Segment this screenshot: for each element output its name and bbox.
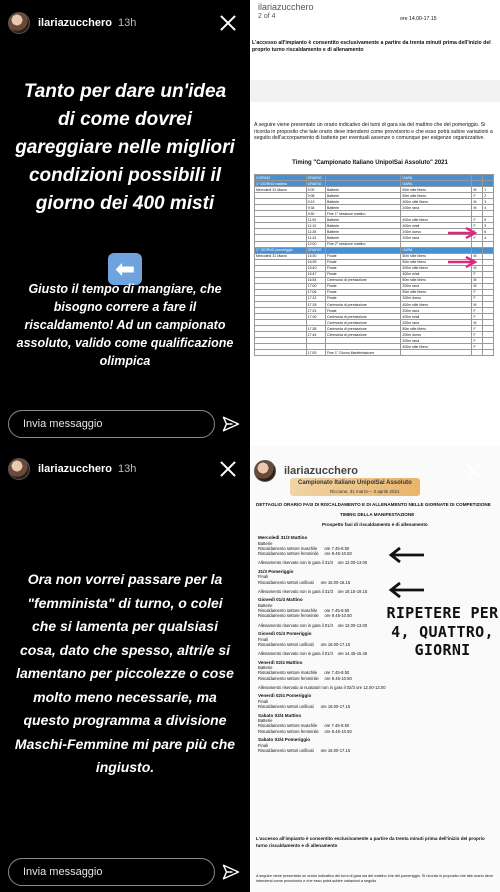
- table-cell: 400m stile libero: [401, 344, 472, 350]
- block-line: Allenamento riservato non in gara il 31/3 ore 18.15-19.15: [258, 588, 368, 594]
- table-cell: Mercoledì 31 Marzo: [255, 187, 307, 193]
- table-cell: F: [472, 271, 483, 277]
- table-cell: 400m misti: [401, 271, 472, 277]
- table-cell: 16:40: [306, 265, 325, 271]
- table-cell: F: [472, 332, 483, 338]
- table-cell: GARA: [401, 181, 472, 187]
- block-line: Finali: [258, 574, 269, 580]
- table-cell: F: [472, 193, 483, 199]
- table-cell: Batterie: [326, 199, 401, 205]
- table-cell: 400m stile libero: [401, 199, 472, 205]
- block-line: Riscaldamento settore maschile ore 7.45-8.50: [258, 723, 350, 729]
- table-cell: 1° GIORNO mattina: [255, 181, 307, 187]
- table-cell: 17:06: [306, 289, 325, 295]
- table-cell: 11:00: [306, 217, 325, 223]
- black-arrow-icon: [388, 546, 426, 564]
- access-note: L'accesso all'impianto è consentito esclusivamente a partire da trenta minuti prima dell'inizio del proprio turno riscaldamento e di allenamento: [256, 836, 485, 848]
- table-row: [255, 350, 494, 356]
- table-cell: [483, 350, 494, 356]
- table-cell: M: [472, 265, 483, 271]
- block-line: Batterie: [258, 718, 273, 724]
- table-cell: F: [472, 235, 483, 241]
- table-cell: Finale: [326, 259, 401, 265]
- table-cell: 400m misti: [401, 223, 472, 229]
- table-cell: Finale: [326, 295, 401, 301]
- table-cell: Cerimonia di premiazione: [326, 314, 401, 320]
- table-cell: 50m stile libero: [401, 326, 472, 332]
- table-cell: [472, 350, 483, 356]
- table-cell: 200m rana: [401, 283, 472, 289]
- table-cell: 11:28: [306, 229, 325, 235]
- block-line: Finali: [258, 636, 269, 642]
- story-main-text: Ora non vorrei passare per la "femminista" di turno, o colei che si lamenta per qualsiasi cosa, dato che spesso, altri/e si lamentano per piccolezze o cose molto meno necessarie, ma questo programma a divisione Maschi-Femmine mi pare più che ingiusto.: [14, 571, 236, 775]
- avatar[interactable]: [8, 12, 30, 34]
- table-cell: 9:08: [306, 193, 325, 199]
- username[interactable]: ilariazucchero: [284, 465, 358, 477]
- doc-footer: A seguire viene presentato un orario indicativo dei turni di gara sia del mattino che del pomeriggio. Si ricorda in proposito che tale orario deve intendersi come provvisorio e che esso potrà subire variazioni a seguito: [256, 874, 494, 883]
- table-cell: F: [472, 223, 483, 229]
- table-cell: Fine 1° sessione mattino: [326, 211, 401, 217]
- table-cell: Batterie: [326, 193, 401, 199]
- avatar[interactable]: [254, 460, 276, 482]
- block-line: Finali: [258, 742, 269, 748]
- post-time: 13h: [117, 463, 137, 475]
- table-cell: 9:34: [306, 205, 325, 211]
- doc-heading: DETTAGLIO ORARIO FASI DI RISCALDAMENTO E DI ALLENAMENTO NELLE GIORNATE DI COMPETIZIONE: [256, 502, 491, 507]
- story-panel-3: [0, 446, 250, 892]
- block-line: Allenamento riservato non in gara il 31/3 ore 12.00-13.00: [258, 560, 368, 566]
- reply-input[interactable]: Invia messaggio: [8, 858, 215, 886]
- table-cell: Cerimonia di premiazione: [326, 301, 401, 307]
- story-panel-2-document: [250, 0, 500, 446]
- prospetto-heading: Prospetto fasi di riscaldamento e di allenamento: [322, 522, 428, 527]
- table-cell: 5: [483, 217, 494, 223]
- table-cell: GARA: [401, 247, 472, 253]
- table-cell: 50m stile libero: [401, 259, 472, 265]
- table-cell: Finale: [326, 271, 401, 277]
- overlay-username: ilariazucchero: [258, 2, 314, 12]
- block-line: Riscaldamento settore femminile ore 9.45-10.50: [258, 675, 352, 681]
- table-cell: 4: [483, 205, 494, 211]
- table-cell: 50m stile libero: [401, 253, 472, 259]
- table-cell: Fine 1° Giorno Manifestazione: [326, 350, 401, 356]
- table-cell: 1° GIORNO pomeriggio: [255, 247, 307, 253]
- left-arrow-emoji-icon: ⬅: [108, 253, 142, 285]
- table-cell: M: [472, 253, 483, 259]
- block-title: Venerdì 02/4 Mattino: [258, 659, 303, 665]
- table-cell: ORARIO: [306, 247, 325, 253]
- table-cell: Finale: [326, 283, 401, 289]
- table-cell: 200m rana: [401, 205, 472, 211]
- table-cell: 17:30: [306, 314, 325, 320]
- table-cell: 17:44: [306, 332, 325, 338]
- table-cell: 16:47: [306, 271, 325, 277]
- doc-intro: A seguire viene presentato un orario indicativo dei turni di gara sia del mattino che del pomeriggio. Si ricorda in proposito che tale orario deve intendersi come provvisorio e che esso potrà subire variazioni a seguito dell'accorpamento di batterie per eventuali assenze o comunque per esigenze organizzative.: [254, 122, 493, 142]
- table-cell: [255, 350, 307, 356]
- table-cell: Cerimonia di premiazione: [326, 320, 401, 326]
- close-icon[interactable]: [476, 13, 496, 33]
- table-cell: M: [472, 205, 483, 211]
- table-cell: 2: [483, 193, 494, 199]
- table-cell: 11:10: [306, 223, 325, 229]
- block-line: Riscaldamento settore maschile ore 7.45-8.50: [258, 608, 350, 614]
- post-time: 13h: [117, 17, 137, 29]
- page-indicator: 2 of 4: [258, 13, 276, 20]
- block-title: Mercoledì 31/3 Mattino: [258, 535, 308, 540]
- table-cell: 9:19: [306, 199, 325, 205]
- table-cell: 9:50: [306, 211, 325, 217]
- table-cell: 16:35: [306, 259, 325, 265]
- table-cell: 3: [483, 199, 494, 205]
- table-cell: 200m rana: [401, 235, 472, 241]
- table-cell: Batterie: [326, 229, 401, 235]
- table-cell: Cerimonia di premiazione: [326, 332, 401, 338]
- table-cell: F: [472, 344, 483, 350]
- block-line: Riscaldamento settori unificati ore 16.00-17.15: [258, 641, 351, 647]
- story-main-text: Tanto per dare un'idea di come dovrei gareggiare nelle migliori condizioni possibili il giorno dei 400 misti: [15, 81, 235, 214]
- close-icon[interactable]: [218, 13, 238, 33]
- table-cell: M: [472, 199, 483, 205]
- black-arrow-icon: [388, 581, 426, 599]
- table-cell: Batterie: [326, 205, 401, 211]
- username[interactable]: ilariazucchero: [38, 17, 112, 29]
- banner-title: Campionato Italiano UnipolSai Assoluto: [298, 480, 412, 486]
- table-cell: 9:00: [306, 187, 325, 193]
- table-title: Timing "Campionato Italiano UnipolSai Assoluto" 2021: [292, 160, 448, 166]
- table-cell: 400m stile libero: [401, 217, 472, 223]
- table-cell: Cerimonia di premiazione: [326, 277, 401, 283]
- banner-subtitle: Riccione, 31 marzo – 3 aprile 2021: [330, 489, 400, 494]
- block-line: Allenamento riservato non in gara il 01/4 ore 12.00-13.00: [258, 622, 368, 628]
- block-line: Riscaldamento settore maschile ore 7.45-8.50: [258, 545, 350, 551]
- username[interactable]: ilariazucchero: [38, 463, 112, 475]
- table-cell: F: [472, 259, 483, 265]
- table-cell: ORARIO: [306, 181, 325, 187]
- table-cell: 400m misti: [401, 314, 472, 320]
- table-cell: F: [472, 338, 483, 344]
- table-cell: M: [472, 301, 483, 307]
- story-sub-text: Giusto il tempo di mangiare, che bisogno correre a fare il riscaldamento! Ad un campionato assoluto, valido come qualificazione olimpica: [16, 282, 234, 368]
- story-header: [8, 10, 242, 36]
- table-cell: Fine 2° sessione mattino: [326, 241, 401, 247]
- table-cell: 4: [483, 235, 494, 241]
- block-line: Riscaldamento settore maschile ore 7.45-8.50: [258, 670, 350, 676]
- table-cell: 200m dorso: [401, 295, 472, 301]
- table-cell: 16:30: [306, 253, 325, 259]
- block-line: Finali: [258, 698, 269, 704]
- table-cell: F: [472, 326, 483, 332]
- block-line: Allenamento riservato non in gara il 01/4 ore 14.45-15.45: [258, 651, 368, 657]
- send-icon[interactable]: [222, 415, 240, 433]
- table-cell: 6: [483, 229, 494, 235]
- close-icon[interactable]: [218, 459, 238, 479]
- block-line: Riscaldamento settore femminile ore 9.45-10.50: [258, 551, 352, 557]
- table-cell: 17:24: [306, 308, 325, 314]
- table-cell: 50m stile libero: [401, 289, 472, 295]
- table-cell: F: [472, 217, 483, 223]
- pink-arrow-icon: [446, 256, 478, 268]
- table-cell: 17:53: [306, 350, 325, 356]
- access-note: L'accesso all'impianto è consentito esclusivamente a partire da trenta minuti prima dell'inizio del proprio turno riscaldamento e di allenamento: [252, 40, 491, 53]
- block-title: Sabato 03/4 Pomeriggio: [258, 736, 311, 742]
- table-cell: 400m stile libero: [401, 301, 472, 307]
- table-cell: 12:00: [306, 241, 325, 247]
- table-cell: 400m stile libero: [401, 265, 472, 271]
- table-cell: ORARIO: [306, 175, 325, 181]
- block-line: Batterie: [258, 602, 273, 608]
- doc-subheading: TIMING DELLA MANIFESTAZIONE: [340, 512, 415, 517]
- table-cell: M: [472, 283, 483, 289]
- table-cell: 200m rana: [401, 308, 472, 314]
- block-line: Riscaldamento settori unificati ore 16.00-17.15: [258, 747, 351, 753]
- block-line: Riscaldamento settori unificati ore 16.00-17.15: [258, 704, 351, 710]
- table-cell: GARA: [401, 175, 472, 181]
- block-line: Riscaldamento settore femminile ore 9.45-10.50: [258, 613, 352, 619]
- table-cell: Mercoledì 31 Marzo: [255, 253, 307, 259]
- table-cell: F: [472, 295, 483, 301]
- table-cell: Finale: [326, 253, 401, 259]
- table-cell: 17:00: [306, 283, 325, 289]
- pink-arrow-icon: [446, 227, 478, 239]
- table-cell: F: [472, 289, 483, 295]
- block-title: Sabato 03/4 Mattino: [258, 712, 302, 718]
- table-cell: 16:54: [306, 277, 325, 283]
- table-cell: 1: [483, 187, 494, 193]
- table-cell: M: [472, 187, 483, 193]
- send-icon[interactable]: [222, 863, 240, 881]
- table-cell: 200m rana: [401, 338, 472, 344]
- table-cell: Finale: [326, 289, 401, 295]
- story-panel-1: [0, 0, 250, 446]
- table-cell: F: [472, 308, 483, 314]
- table-cell: Batterie: [326, 235, 401, 241]
- avatar[interactable]: [8, 458, 30, 480]
- block-title: Venerdì 02/4 Pomeriggio: [258, 693, 312, 699]
- table-cell: 17:18: [306, 301, 325, 307]
- block-line: Batterie: [258, 540, 273, 546]
- table-cell: 200m dorso: [401, 332, 472, 338]
- block-line: Batterie: [258, 665, 273, 671]
- table-cell: M: [472, 320, 483, 326]
- close-icon[interactable]: [464, 461, 484, 481]
- table-cell: Batterie: [326, 217, 401, 223]
- block-line: Riscaldamento settore femminile ore 8.45-10.50: [258, 728, 352, 734]
- doc-page-top: [250, 0, 500, 80]
- table-cell: M: [472, 277, 483, 283]
- block-line: Allenamento riservato ai nuotatori non in gara il 02/3 ore 12.00-13.00: [258, 685, 386, 691]
- table-cell: [401, 350, 472, 356]
- block-title: Giovedì 01/4 Pomeriggio: [258, 631, 312, 637]
- table-cell: Cerimonia di premiazione: [326, 326, 401, 332]
- table-cell: Finale: [326, 265, 401, 271]
- table-cell: 200m dorso: [401, 229, 472, 235]
- table-cell: GIORNO: [255, 175, 307, 181]
- table-cell: 50m stile libero: [401, 187, 472, 193]
- table-cell: 11:43: [306, 235, 325, 241]
- block-title: 31/3 Pomeriggio: [258, 568, 294, 574]
- table-cell: Batterie: [326, 187, 401, 193]
- table-cell: F: [472, 229, 483, 235]
- table-cell: Batterie: [326, 223, 401, 229]
- reply-input[interactable]: Invia messaggio: [8, 410, 215, 438]
- table-cell: 200m rana: [401, 320, 472, 326]
- table-cell: 17:12: [306, 295, 325, 301]
- table-cell: F: [472, 314, 483, 320]
- table-cell: Finale: [326, 308, 401, 314]
- table-cell: 50m stile libero: [401, 277, 472, 283]
- table-cell: 3: [483, 223, 494, 229]
- story-header: [8, 456, 242, 482]
- block-title: Giovedì 01/4 Mattino: [258, 597, 303, 603]
- table-cell: 17:38: [306, 326, 325, 332]
- header-time-fragment: ore 14.00-17.15: [400, 16, 437, 22]
- story-panel-4-document: [250, 446, 500, 892]
- handwritten-note: RIPETERE PER 4, QUATTRO, GIORNI: [386, 604, 499, 659]
- block-line: Riscaldamento settori unificati ore 15.00-16.15: [258, 579, 351, 585]
- table-cell: 50m stile libero: [401, 193, 472, 199]
